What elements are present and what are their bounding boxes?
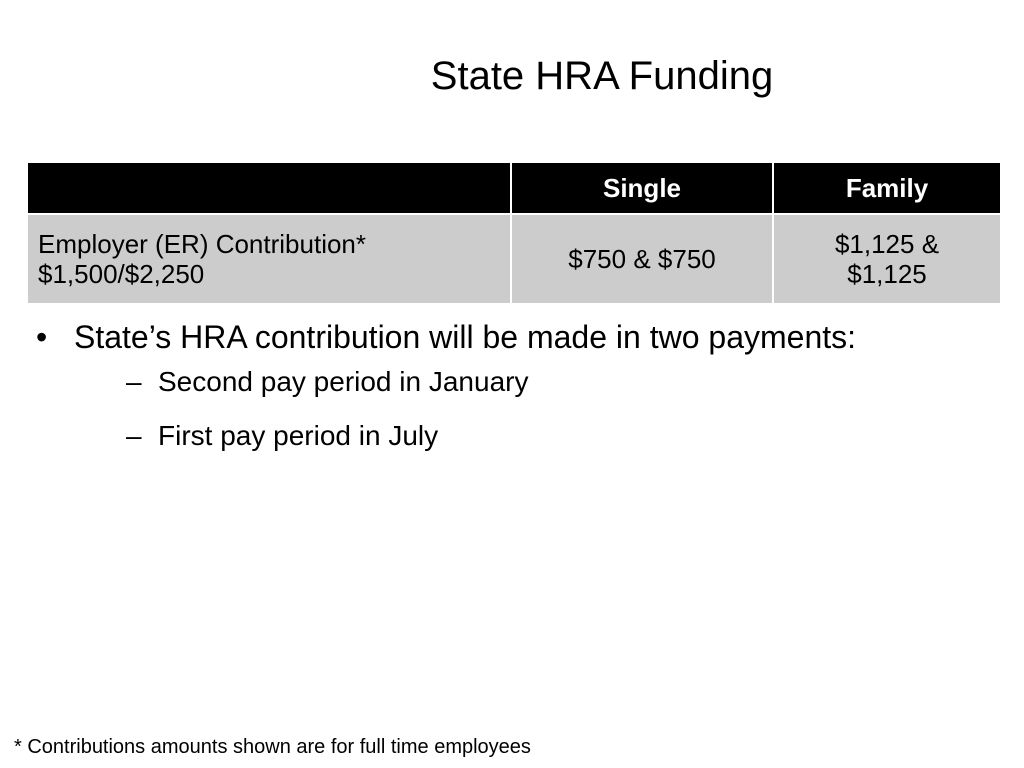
row-label-cell — [27, 214, 511, 304]
sub-bullet-item — [74, 418, 1004, 454]
sub-bullet-text: Second pay period in January — [158, 366, 529, 397]
sub-bullet-list — [74, 364, 1004, 454]
bullet-marker: • — [36, 319, 48, 355]
family-value-cell — [773, 214, 1001, 304]
sub-bullet-item — [74, 364, 1004, 400]
sub-bullet-marker: – — [126, 366, 142, 397]
funding-table — [26, 161, 1002, 305]
sub-bullet-text: First pay period in July — [158, 420, 439, 451]
funding-table-container — [26, 161, 1000, 305]
footnote: * Contributions amounts shown are for full time employees — [14, 736, 531, 758]
table-row — [27, 214, 1001, 304]
family-value-line-1: $1,125 & — [834, 229, 940, 259]
row-label-line-2: $1,500/$2,250 — [38, 259, 205, 289]
header-cell-single: Single — [511, 162, 773, 214]
family-value-line-2: $1,125 — [847, 259, 927, 289]
table-header-row — [27, 162, 1001, 214]
header-cell-blank — [27, 162, 511, 214]
bullet-list — [34, 316, 1004, 472]
header-cell-family: Family — [773, 162, 1001, 214]
single-value-cell: $750 & $750 — [511, 214, 773, 304]
bullet-text: State’s HRA contribution will be made in two payments: — [74, 319, 857, 355]
row-label-line-1: Employer (ER) Contribution* — [38, 229, 367, 259]
bullet-item — [34, 316, 1004, 454]
sub-bullet-marker: – — [126, 420, 142, 451]
slide-title: State HRA Funding — [430, 54, 774, 98]
